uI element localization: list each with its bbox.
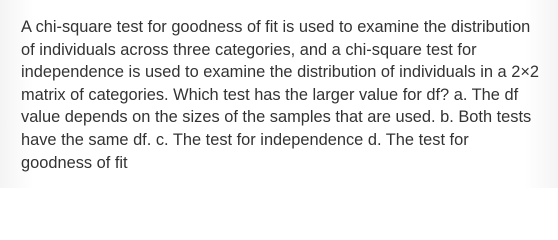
question-text: A chi-square test for goodness of fit is used to examine the distribution of individuals across three categories, and a chi-square test for independence is used to examine the distribution of individuals in a 2×2 matrix of categories. Which test has the larger value for df? a. The df value depends on the sizes of the samples that are used. b. Both tests have the same df. c. The test for independence d. The test for goodness of fit xyxy=(21,18,540,172)
